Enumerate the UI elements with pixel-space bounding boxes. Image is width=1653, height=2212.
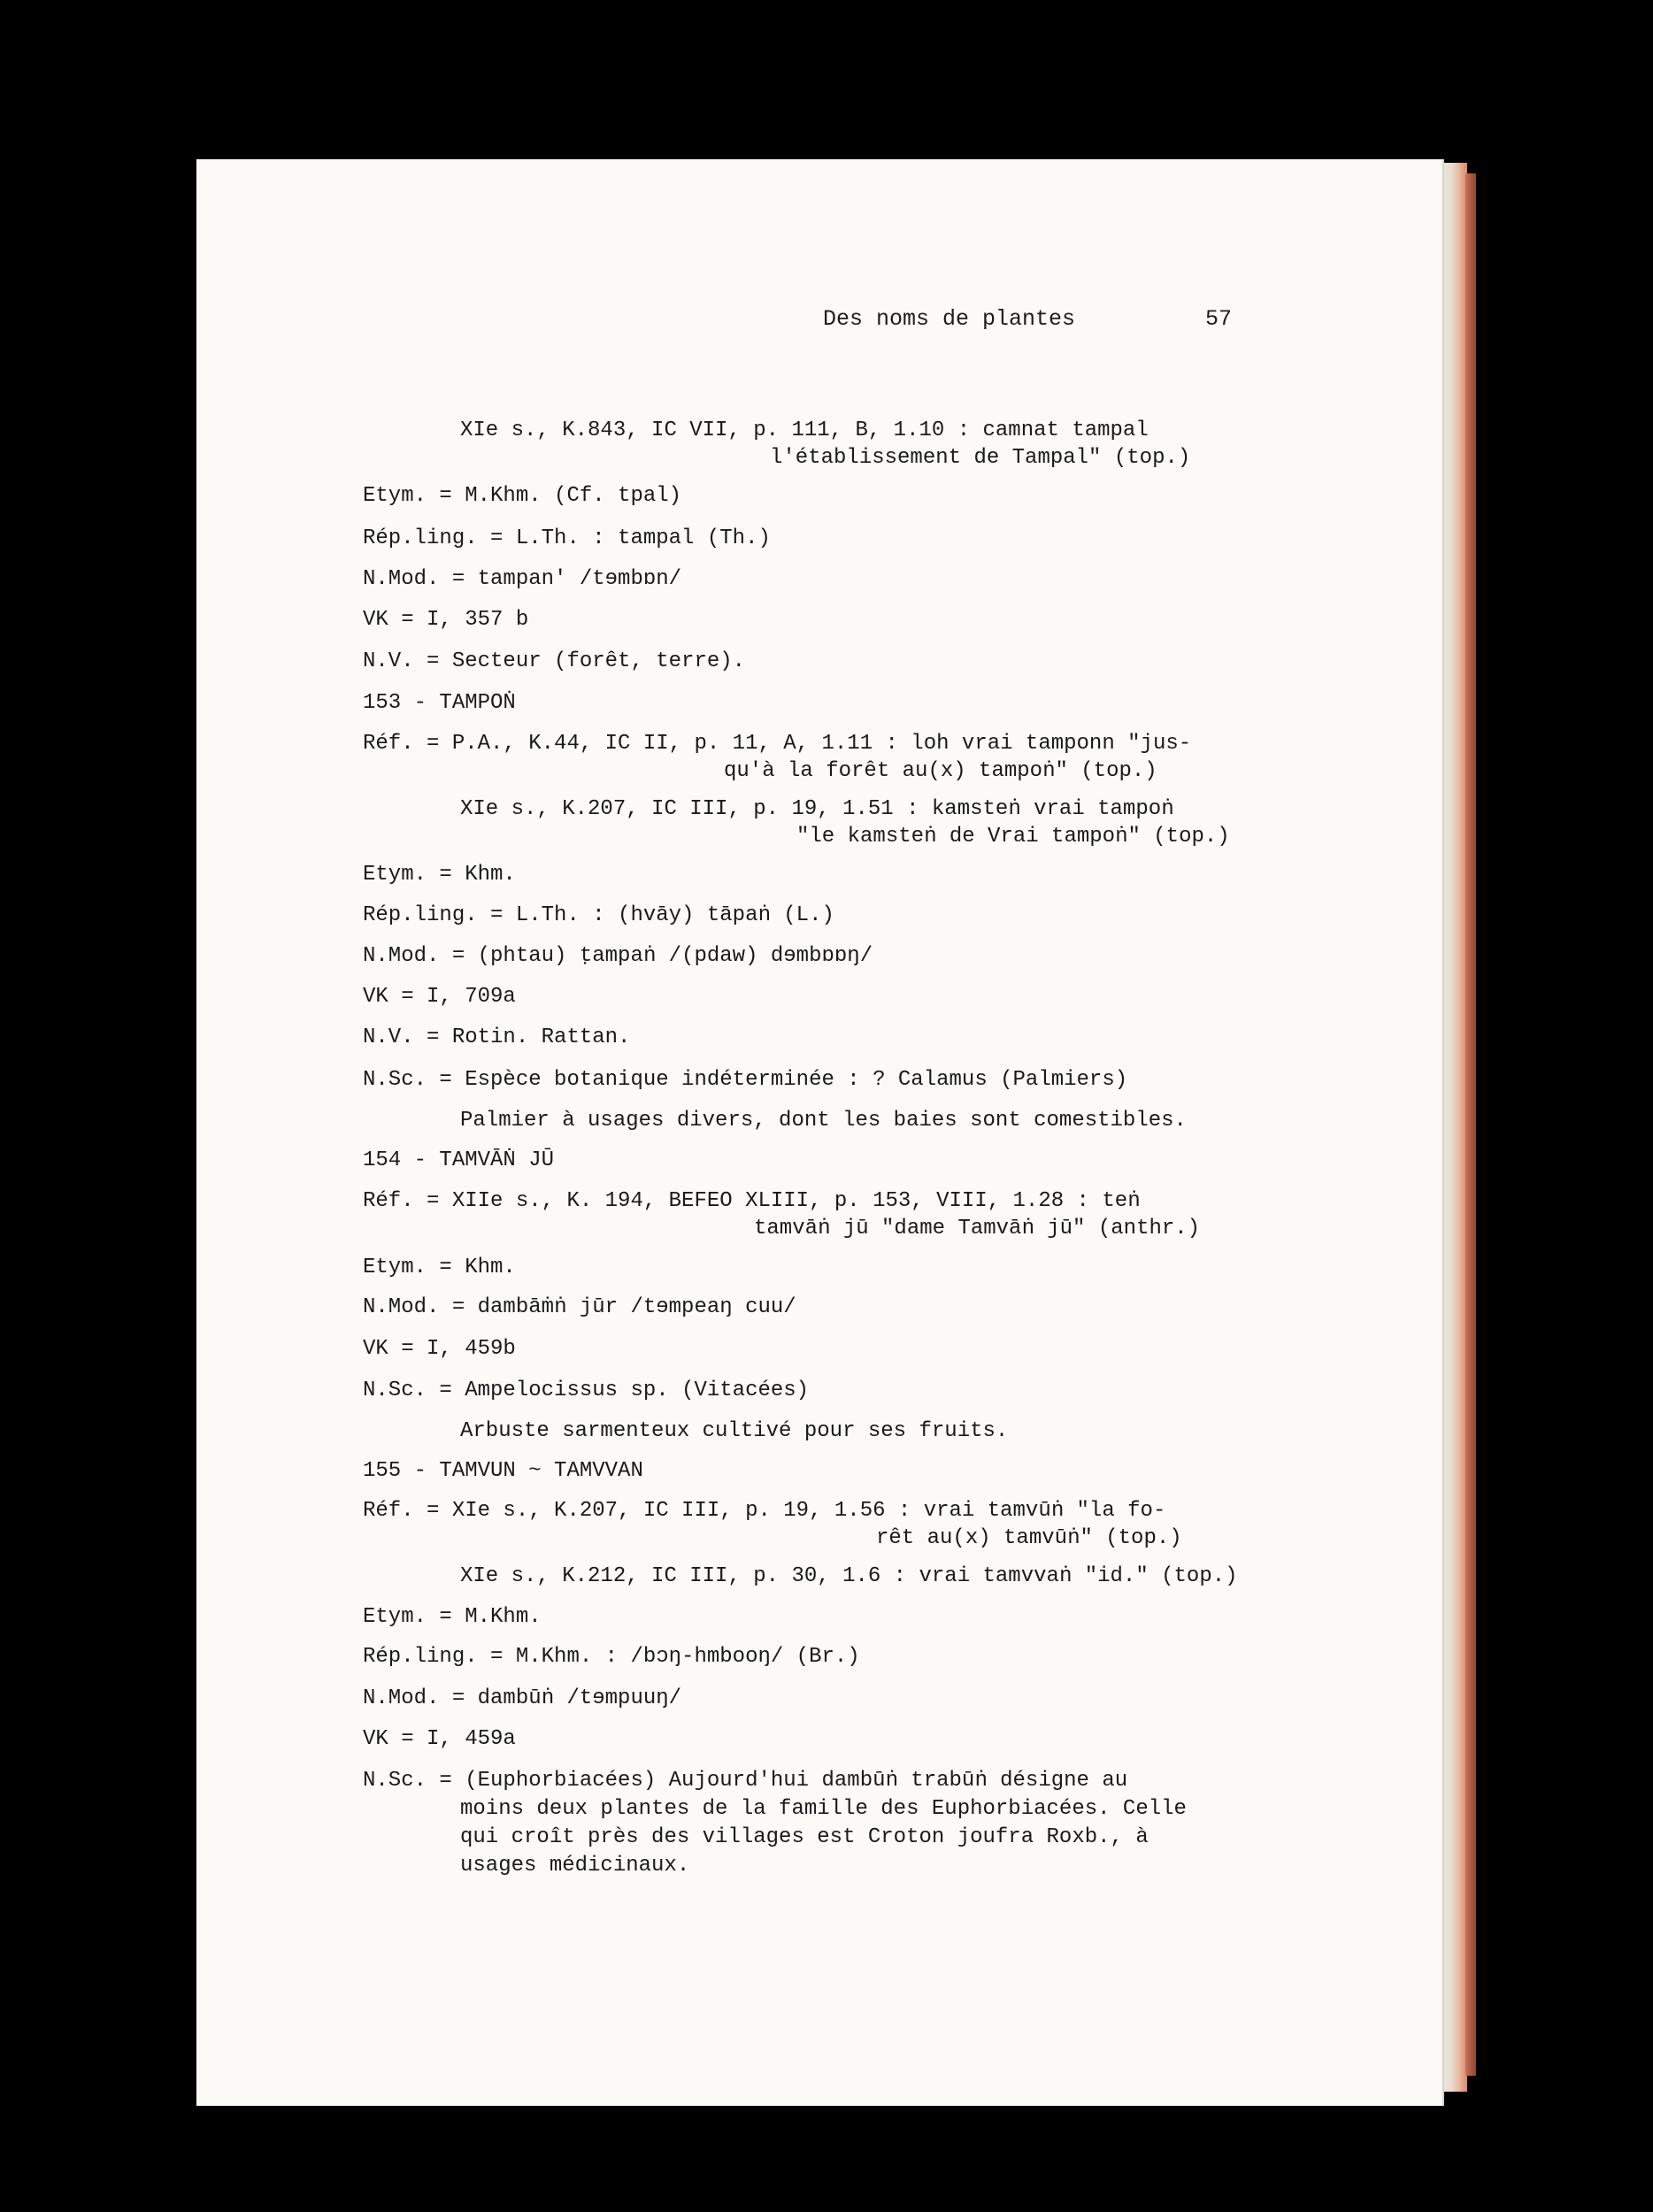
text-line: Rép.ling. = M.Khm. : /bɔŋ-hmbooŋ/ (Br.) [363, 1645, 860, 1669]
text-line: N.Mod. = (phtau) ṭampaṅ /(pdaw) dɘmbɒɒŋ/ [363, 944, 873, 968]
text-line: Etym. = Khm. [363, 863, 516, 887]
text-line: VK = I, 459b [363, 1337, 516, 1361]
running-header-title: Des noms de plantes [823, 306, 1076, 332]
text-line: N.V. = Rotin. Rattan. [363, 1025, 631, 1049]
text-line: VK = I, 459a [363, 1727, 516, 1751]
text-line: rêt au(x) tamvūṅ" (top.) [876, 1526, 1182, 1550]
text-line: N.Sc. = (Euphorbiacées) Aujourd'hui dambūṅ trabūṅ désigne au [363, 1769, 1128, 1793]
book-page-edges [1441, 163, 1467, 2092]
page-number: 57 [1205, 306, 1233, 332]
text-line: N.Sc. = Ampelocissus sp. (Vitacées) [363, 1379, 810, 1402]
text-line: Etym. = M.Khm. [363, 1605, 542, 1629]
text-line: XIe s., K.212, IC III, p. 30, 1.6 : vrai tamvvaṅ "id." (top.) [460, 1564, 1238, 1588]
text-line: Etym. = Khm. [363, 1256, 516, 1279]
book-page-edges-shadow [1465, 173, 1476, 2076]
text-line: qui croît près des villages est Croton joufra Roxb., à [460, 1825, 1149, 1849]
text-line: 154 - TAMVĀṄ JŪ [363, 1148, 555, 1172]
text-line: N.Sc. = Espèce botanique indéterminée : ? Calamus (Palmiers) [363, 1068, 1128, 1092]
text-line: VK = I, 709a [363, 985, 516, 1009]
text-line: N.Mod. = tampan' /tɘmbɒn/ [363, 567, 682, 591]
text-line: Réf. = P.A., K.44, IC II, p. 11, A, 1.11 : loh vrai tamponn "jus- [363, 732, 1192, 756]
text-line: tamvāṅ jū "dame Tamvāṅ jū" (anthr.) [754, 1217, 1201, 1240]
running-header [823, 306, 1233, 332]
text-line: 153 - TAMPOṄ [363, 691, 516, 715]
text-line: l'établissement de Tampal" (top.) [770, 446, 1191, 470]
text-line: qu'à la forêt au(x) tampoṅ" (top.) [724, 759, 1157, 783]
text-line: N.Mod. = dambūṅ /tɘmpuuŋ/ [363, 1686, 682, 1710]
text-line: moins deux plantes de la famille des Euphorbiacées. Celle [460, 1797, 1187, 1821]
text-line: usages médicinaux. [460, 1854, 690, 1878]
text-line: XIe s., K.843, IC VII, p. 111, B, 1.10 : camnat tampal [460, 419, 1149, 442]
text-line: Rép.ling. = L.Th. : tampal (Th.) [363, 526, 771, 550]
text-line: "le kamsteṅ de Vrai tampoṅ" (top.) [796, 825, 1230, 849]
text-line: Arbuste sarmenteux cultivé pour ses fruits. [460, 1419, 1009, 1443]
text-line: Etym. = M.Khm. (Cf. tpal) [363, 484, 682, 508]
text-line: Réf. = XIe s., K.207, IC III, p. 19, 1.56 : vrai tamvūṅ "la fo- [363, 1499, 1166, 1523]
text-line: N.Mod. = dambāṁṅ jūr /tɘmpeaŋ cuu/ [363, 1295, 796, 1319]
text-line: Palmier à usages divers, dont les baies sont comestibles. [460, 1109, 1187, 1133]
text-line: XIe s., K.207, IC III, p. 19, 1.51 : kamsteṅ vrai tampoṅ [460, 797, 1174, 821]
text-line: N.V. = Secteur (forêt, terre). [363, 649, 746, 673]
text-line: VK = I, 357 b [363, 608, 529, 632]
text-line: Réf. = XIIe s., K. 194, BEFEO XLIII, p. 153, VIII, 1.28 : teṅ [363, 1189, 1141, 1213]
text-line: 155 - TAMVUN ~ TAMVVAN [363, 1459, 643, 1483]
text-line: Rép.ling. = L.Th. : (hvāy) tāpaṅ (L.) [363, 903, 834, 927]
